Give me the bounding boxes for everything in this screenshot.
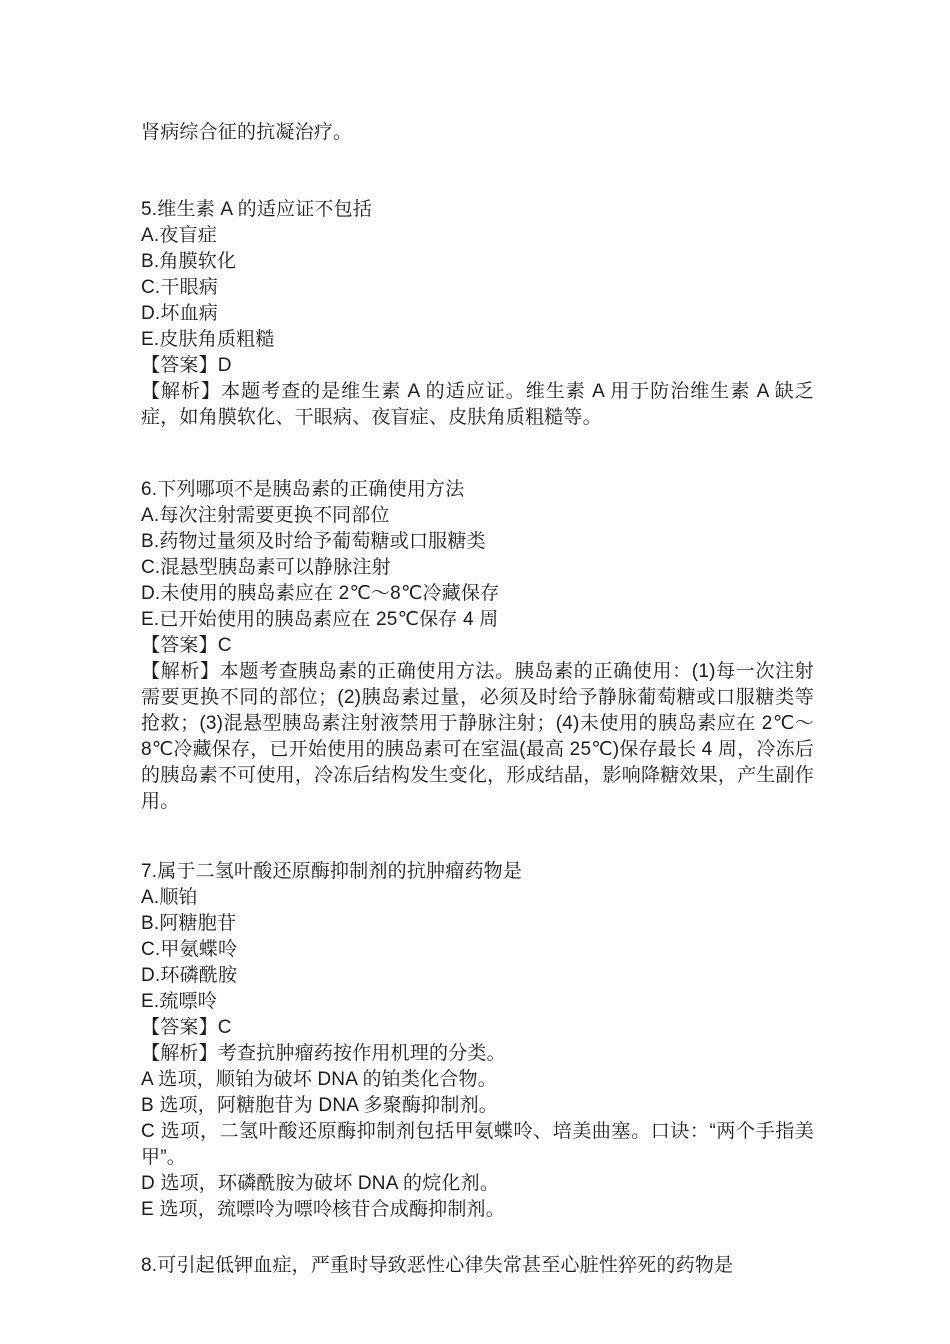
option-a: A.夜盲症 bbox=[141, 225, 217, 246]
question-block-7 bbox=[141, 859, 814, 1223]
answer-line: 【答案】D bbox=[141, 355, 232, 376]
option-a: A.每次注射需要更换不同部位 bbox=[141, 505, 390, 526]
analysis-paragraph: 【解析】本题考查胰岛素的正确使用方法。胰岛素的正确使用：(1)每一次注射需要更换不同的部位；(2)胰岛素过量，必须及时给予静脉葡萄糖或口服糖类等抢救；(3)混悬型胰岛素注射液禁用于静脉注射；(4)未使用的胰岛素应在 2℃～8℃冷藏保存，已开始使用的胰岛素可在室温(最高 25℃)保存最长 4 周，冷冻后的胰岛素不可使用，冷冻后结构发生变化，形成结晶，影响降糖效果，产生副作用。 bbox=[141, 661, 814, 812]
option-e: E.已开始使用的胰岛素应在 25℃保存 4 周 bbox=[141, 609, 499, 630]
option-c: C.混悬型胰岛素可以静脉注射 bbox=[141, 557, 391, 578]
option-b: B.阿糖胞苷 bbox=[141, 913, 237, 934]
option-e: E.皮肤角质粗糙 bbox=[141, 329, 275, 350]
analysis-option-e: E 选项，巯嘌呤为嘌呤核苷合成酶抑制剂。 bbox=[141, 1199, 505, 1220]
question-title: 6.下列哪项不是胰岛素的正确使用方法 bbox=[141, 479, 465, 500]
option-d: D.环磷酰胺 bbox=[141, 965, 238, 986]
question-title: 8.可引起低钾血症，严重时导致恶性心律失常甚至心脏性猝死的药物是 bbox=[141, 1255, 734, 1276]
question-block-8 bbox=[141, 1253, 814, 1279]
analysis-option-d: D 选项，环磷酰胺为破坏 DNA 的烷化剂。 bbox=[141, 1173, 500, 1194]
analysis-option-c: C 选项，二氢叶酸还原酶抑制剂包括甲氨蝶呤、培美曲塞。口诀：“两个手指美甲”。 bbox=[141, 1121, 814, 1168]
analysis-paragraph: 【解析】考查抗肿瘤药按作用机理的分类。 bbox=[141, 1043, 506, 1064]
question-block-6 bbox=[141, 477, 814, 815]
question-title: 5.维生素 A 的适应证不包括 bbox=[141, 199, 373, 220]
option-b: B.角膜软化 bbox=[141, 251, 237, 272]
analysis-option-b: B 选项，阿糖胞苷为 DNA 多聚酶抑制剂。 bbox=[141, 1095, 498, 1116]
answer-line: 【答案】C bbox=[141, 1017, 232, 1038]
analysis-paragraph: 【解析】本题考查的是维生素 A 的适应证。维生素 A 用于防治维生素 A 缺乏症，如角膜软化、干眼病、夜盲症、皮肤角质粗糙等。 bbox=[141, 381, 814, 428]
option-b: B.药物过量须及时给予葡萄糖或口服糖类 bbox=[141, 531, 486, 552]
answer-line: 【答案】C bbox=[141, 635, 232, 656]
option-c: C.甲氨蝶呤 bbox=[141, 939, 238, 960]
question-title: 7.属于二氢叶酸还原酶抑制剂的抗肿瘤药物是 bbox=[141, 861, 523, 882]
analysis-option-a: A 选项，顺铂为破坏 DNA 的铂类化合物。 bbox=[141, 1069, 497, 1090]
question-block-5 bbox=[141, 197, 814, 431]
continuation-line: 肾病综合征的抗凝治疗。 bbox=[141, 122, 353, 143]
option-d: D.未使用的胰岛素应在 2℃～8℃冷藏保存 bbox=[141, 583, 500, 604]
option-d: D.坏血病 bbox=[141, 303, 219, 324]
option-c: C.干眼病 bbox=[141, 277, 219, 298]
option-e: E.巯嘌呤 bbox=[141, 991, 217, 1012]
option-a: A.顺铂 bbox=[141, 887, 198, 908]
